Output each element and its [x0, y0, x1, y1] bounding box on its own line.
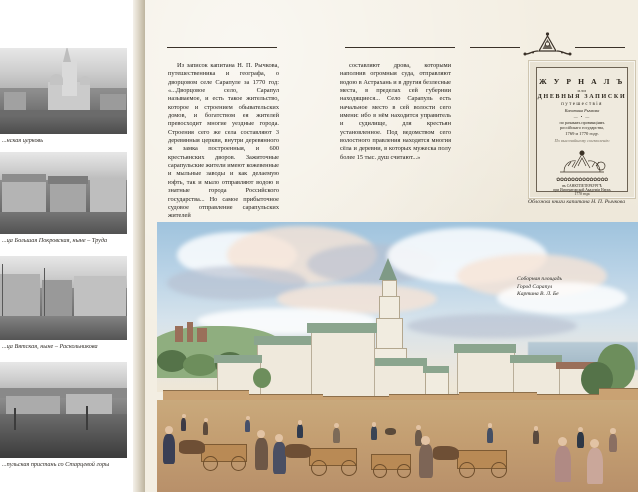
photo-caption-vyatskaya: ...ца Вятская, ныне – Раскольникова — [2, 343, 98, 350]
body-paragraph-left: Из записок капитана Н. П. Рычкова, путешественника и географа, о дворцовом селе Сарапуле за 1770 год: «...Дворцовое село, Сарапул называемое, и есть такое жительство, которое и строением обывательских домов, и богатством ея жителей превосходит многие уездные города. Строения сего же села составляют 3 деревянныя церкви, внутри деревянного ж замка построенныя, и 600 крестьянских дворов. Зажиточные сарапульские жители имеют кожевенные и мыльные заводы и как делаемую юфть, так и мыло отправляют водою в знатные города Российского государства... Но самое прибыточное судовое отправление сарапульских жителей — [168, 62, 279, 220]
journal-imprint-press: при Императорской Академiи Наукъ — [553, 188, 611, 192]
photo-block-vyatskaya — [0, 256, 133, 351]
photo-block-church — [0, 48, 133, 145]
photo-caption-church: ...нская церковь — [2, 137, 44, 144]
photo-caption-pier: ...пульская пристань со Старцевой горы — [2, 461, 110, 468]
journal-script-note: По высочайшему соизволенiю — [554, 138, 610, 143]
journal-subtitle: ДНЕВНЫЯ ЗАПИСКИ — [537, 94, 627, 100]
city-street-photo-icon — [0, 256, 127, 340]
photo-block-pokrovskaya — [0, 152, 133, 245]
cathedral-square-painting-icon — [157, 222, 638, 492]
photo-caption-pokrovskaya: ...ца Большая Покровская, ныне – Труда — [2, 237, 108, 244]
body-column-right — [340, 62, 451, 162]
ornamental-divider-icon — [519, 30, 576, 60]
body-paragraph-right: составляют дрова, которыми наполнив огромныя суда, отправляют водою в Астрахань и в другия безлесные места, в пределах сей губернии находящиеся... Село Сарапуль есть начальное место в ceй волости сего имени: ибо в нём находится управитель и судилище, для крестьян установленное. Под ведомством сего волостного правления находятся многия сёла и деревни, в которых мужеска полу более 15 тыс. душ считают...» — [340, 62, 451, 161]
journal-years: 1769 и 1770 году. — [565, 131, 599, 136]
header-rule-right-b — [575, 47, 625, 48]
photo-block-pier — [0, 362, 133, 469]
journal-or: или — [577, 88, 587, 93]
left-photo-strip — [0, 0, 133, 492]
recto-page — [145, 0, 638, 492]
river-pier-photo-icon — [0, 362, 127, 458]
wooden-houses-photo-icon — [0, 152, 127, 234]
painting-caption-line-3: Картина В. Л. Бе — [517, 291, 559, 298]
journal-provinces: по разнымъ провинцiямъ — [559, 120, 605, 125]
engraved-vignette-icon — [554, 146, 610, 176]
journal-imprint-year: 1770 года — [574, 192, 590, 196]
journal-title: Ж У Р Н А Л Ъ — [539, 77, 625, 86]
historic-church-photo-icon — [0, 48, 127, 134]
header-rule-right-a — [470, 47, 520, 48]
journal-divider: — • — — [573, 114, 591, 119]
painting-caption-line-1: Соборная площадь — [517, 276, 563, 282]
book-gutter — [133, 0, 145, 492]
journal-author: Капитана Рычкова — [564, 108, 600, 113]
body-column-left — [168, 62, 279, 221]
journal-state: россiйскаго государства, — [560, 125, 604, 130]
journal-imprint-city: въ САНКТПЕТЕРБУРГѢ — [562, 184, 602, 188]
journal-cover-facsimile — [528, 60, 636, 199]
journal-cover-caption: Обложка книги капитана Н. П. Рычкова — [528, 199, 625, 205]
header-rule-center — [345, 47, 455, 48]
journal-ornament-band: ✿✿✿✿✿✿✿✿✿✿✿✿✿✿ — [556, 178, 608, 183]
painting-caption-line-2: Город Сарапул — [517, 283, 553, 290]
header-rule-left — [167, 47, 277, 48]
painting-caption — [517, 276, 637, 299]
journal-journey: путешествiя — [561, 102, 603, 107]
